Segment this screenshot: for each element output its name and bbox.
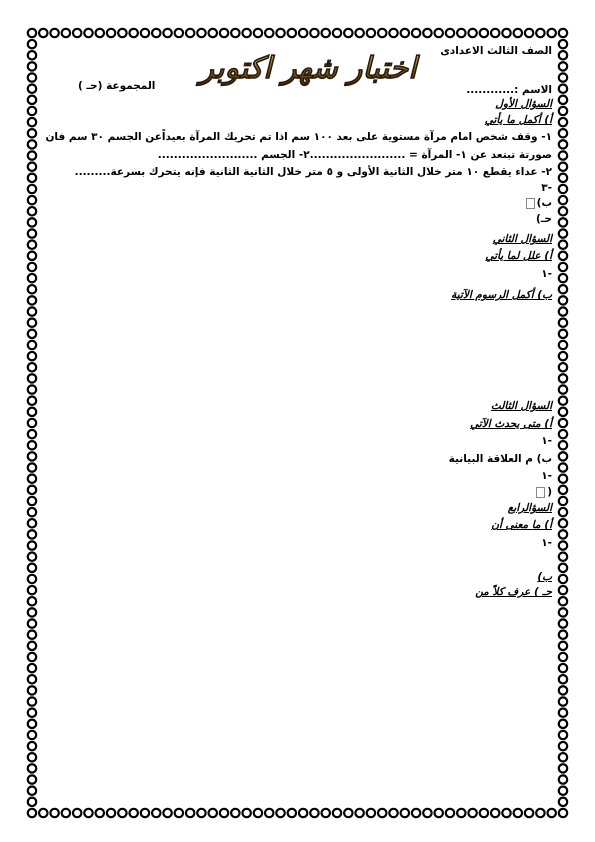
border-dot	[28, 753, 36, 761]
border-dot	[412, 29, 420, 37]
border-dot	[28, 709, 36, 717]
border-dot	[28, 809, 36, 817]
border-dot	[186, 809, 194, 817]
border-dot	[276, 29, 284, 37]
border-dot	[28, 40, 36, 48]
border-dot	[559, 174, 567, 182]
border-dot	[559, 697, 567, 705]
border-dot	[28, 475, 36, 483]
missing-glyph-box	[536, 487, 545, 498]
border-dot	[480, 809, 488, 817]
border-dot	[559, 241, 567, 249]
q4-part-a: أ) ما معنى أن	[491, 519, 552, 531]
border-dot	[175, 809, 183, 817]
border-dot	[378, 809, 386, 817]
border-dot	[28, 564, 36, 572]
border-dot	[559, 140, 567, 148]
border-dot	[468, 809, 476, 817]
q1-part-b	[524, 197, 552, 209]
border-dot	[355, 29, 363, 37]
border-dot	[28, 775, 36, 783]
border-dot	[28, 608, 36, 616]
border-dot	[28, 452, 36, 460]
border-dot	[423, 809, 431, 817]
border-dot	[276, 809, 284, 817]
border-dot	[559, 619, 567, 627]
border-dot	[242, 809, 250, 817]
border-dot	[559, 352, 567, 360]
border-dot	[502, 29, 510, 37]
border-dot	[457, 29, 465, 37]
border-dot	[28, 252, 36, 260]
border-dot	[559, 486, 567, 494]
border-dot	[197, 809, 205, 817]
border-dot	[141, 29, 149, 37]
border-dot	[491, 29, 499, 37]
border-dot	[559, 553, 567, 561]
border-dot	[28, 185, 36, 193]
border-dot	[28, 463, 36, 471]
border-dot	[559, 686, 567, 694]
border-dot	[525, 809, 533, 817]
border-dot	[559, 519, 567, 527]
border-dot	[559, 586, 567, 594]
border-dot	[559, 764, 567, 772]
border-dot	[28, 241, 36, 249]
grade-label: الصف الثالث الاعدادى	[440, 45, 552, 57]
border-dot	[559, 229, 567, 237]
border-dot	[28, 118, 36, 126]
border-dot	[28, 274, 36, 282]
border-dot	[559, 541, 567, 549]
border-dot	[536, 29, 544, 37]
border-dot	[559, 452, 567, 460]
border-dot	[559, 408, 567, 416]
border-dot	[28, 374, 36, 382]
border-dot	[96, 809, 104, 817]
border-dot	[514, 809, 522, 817]
q4-item1: -١	[541, 537, 552, 549]
q3-item2: -١	[541, 470, 552, 482]
border-dot	[84, 809, 92, 817]
border-dot	[559, 274, 567, 282]
border-dot	[559, 96, 567, 104]
border-dot	[378, 29, 386, 37]
border-dot	[28, 486, 36, 494]
border-dot	[559, 40, 567, 48]
border-dot	[559, 85, 567, 93]
border-dot	[28, 163, 36, 171]
border-dot	[28, 642, 36, 650]
border-dot	[559, 419, 567, 427]
border-dot	[559, 787, 567, 795]
border-dot	[231, 29, 239, 37]
border-dot	[197, 29, 205, 37]
border-dot	[559, 218, 567, 226]
border-dot	[254, 29, 262, 37]
border-dot	[559, 675, 567, 683]
border-dot	[333, 29, 341, 37]
q1-part-b-label: ب)	[536, 197, 552, 209]
q1-item2: ٢- عداء يقطع ١٠ متر خلال الثانية الأولى و ٥ متر خلال الثانية الثانية فإنه يتحرك بسرعة.........	[74, 166, 552, 178]
border-dot	[84, 29, 92, 37]
border-dot	[73, 809, 81, 817]
border-dot	[310, 29, 318, 37]
q3-part-c-label: (	[547, 486, 552, 498]
border-dot	[28, 497, 36, 505]
border-dot	[344, 29, 352, 37]
q3-part-c	[534, 486, 552, 498]
exam-title: اختبار شهر اكتوبر	[199, 51, 417, 86]
border-dot	[423, 29, 431, 37]
q4-part-c: حـ ) عرف كلاً من	[475, 586, 552, 598]
border-dot	[559, 397, 567, 405]
missing-glyph-box	[526, 198, 535, 209]
border-dot	[28, 85, 36, 93]
exam-title-wordart	[183, 50, 433, 88]
border-dot	[129, 809, 137, 817]
border-dot	[536, 809, 544, 817]
border-dot	[559, 374, 567, 382]
border-dot	[559, 73, 567, 81]
border-dot	[28, 174, 36, 182]
border-dot	[28, 296, 36, 304]
border-dot	[28, 330, 36, 338]
border-dot	[163, 809, 171, 817]
border-dot	[28, 631, 36, 639]
border-dot	[502, 809, 510, 817]
border-dot	[559, 330, 567, 338]
border-dot	[559, 151, 567, 159]
border-dot	[62, 29, 70, 37]
q2-title: السؤال الثاني	[492, 233, 552, 245]
q1-part-a: أ) أكمل ما يأتي	[484, 114, 552, 126]
border-dot	[412, 809, 420, 817]
border-dot	[209, 29, 217, 37]
border-dot	[559, 62, 567, 70]
border-dot	[559, 385, 567, 393]
border-dot	[28, 96, 36, 104]
border-dot	[28, 597, 36, 605]
border-dot	[28, 319, 36, 327]
border-dot	[491, 809, 499, 817]
border-dot	[265, 29, 273, 37]
border-dot	[457, 809, 465, 817]
border-dot	[163, 29, 171, 37]
q2-part-b: ب) أكمل الرسوم الآتية	[451, 289, 552, 301]
q1-item1-line1: ١- وقف شخص امام مرآة مستوية على بعد ١٠٠ سم اذا تم تحريك المرآة بعيداًعن الجسم ٣٠ سم فان	[45, 131, 552, 143]
border-dot	[559, 508, 567, 516]
border-dot	[28, 385, 36, 393]
border-dot	[355, 809, 363, 817]
q4-title: السؤالرابع	[507, 502, 552, 514]
border-dot	[401, 29, 409, 37]
q1-item1-line2: صورتة تبتعد عن ١- المرآة = ........................٢- الجسم .........................	[157, 149, 552, 161]
border-dot	[559, 753, 567, 761]
border-dot	[446, 809, 454, 817]
border-dot	[559, 163, 567, 171]
border-dot	[209, 809, 217, 817]
border-dot	[310, 809, 318, 817]
border-dot	[28, 798, 36, 806]
border-dot	[28, 107, 36, 115]
border-dot	[107, 809, 115, 817]
border-dot	[28, 218, 36, 226]
border-dot	[559, 664, 567, 672]
border-dot	[28, 686, 36, 694]
border-dot	[118, 809, 126, 817]
border-dot	[28, 575, 36, 583]
border-dot	[559, 564, 567, 572]
border-dot	[559, 307, 567, 315]
border-dot	[333, 809, 341, 817]
border-dot	[559, 51, 567, 59]
border-dot	[559, 475, 567, 483]
border-dot	[118, 29, 126, 37]
border-dot	[28, 430, 36, 438]
border-dot	[62, 809, 70, 817]
border-dot	[28, 51, 36, 59]
border-dot	[559, 196, 567, 204]
border-dot	[559, 341, 567, 349]
border-dot	[39, 29, 47, 37]
border-dot	[175, 29, 183, 37]
border-dot	[367, 809, 375, 817]
border-dot	[28, 731, 36, 739]
border-dot	[28, 742, 36, 750]
border-dot	[28, 586, 36, 594]
border-dot	[231, 809, 239, 817]
border-dot	[28, 229, 36, 237]
border-dot	[480, 29, 488, 37]
border-dot	[28, 196, 36, 204]
q1-title: السؤال الأول	[495, 98, 552, 110]
border-dot	[28, 408, 36, 416]
border-dot	[107, 29, 115, 37]
border-dot	[288, 809, 296, 817]
q3-part-a: أ) متى يحدث الآتي	[470, 418, 552, 430]
border-dot	[559, 29, 567, 37]
border-dot	[559, 798, 567, 806]
border-dot	[559, 363, 567, 371]
border-dot	[559, 642, 567, 650]
border-dot	[50, 809, 58, 817]
border-dot	[559, 720, 567, 728]
border-dot	[28, 419, 36, 427]
border-dot	[28, 553, 36, 561]
border-dot	[129, 29, 137, 37]
border-dot	[28, 697, 36, 705]
border-dot	[559, 530, 567, 538]
border-dot	[548, 809, 556, 817]
border-dot	[28, 307, 36, 315]
border-dot	[525, 29, 533, 37]
q2-item1: -١	[541, 268, 552, 280]
border-dot	[389, 29, 397, 37]
border-dot	[435, 809, 443, 817]
border-dot	[28, 285, 36, 293]
q4-part-b: ب)	[537, 571, 552, 583]
border-dot	[152, 29, 160, 37]
border-dot	[299, 809, 307, 817]
border-dot	[446, 29, 454, 37]
border-dot	[548, 29, 556, 37]
border-dot	[559, 430, 567, 438]
border-dot	[28, 62, 36, 70]
border-dot	[559, 107, 567, 115]
border-dot	[468, 29, 476, 37]
border-dot	[28, 787, 36, 795]
border-dot	[28, 363, 36, 371]
border-dot	[28, 352, 36, 360]
border-dot	[559, 597, 567, 605]
border-dot	[389, 809, 397, 817]
border-dot	[39, 809, 47, 817]
border-dot	[28, 508, 36, 516]
border-dot	[28, 151, 36, 159]
border-dot	[28, 519, 36, 527]
border-dot	[141, 809, 149, 817]
border-dot	[96, 29, 104, 37]
border-dot	[299, 29, 307, 37]
border-dot	[559, 731, 567, 739]
border-dot	[367, 29, 375, 37]
border-dot	[28, 720, 36, 728]
border-dot	[559, 207, 567, 215]
border-dot	[220, 29, 228, 37]
border-dot	[220, 809, 228, 817]
border-dot	[265, 809, 273, 817]
border-dot	[28, 530, 36, 538]
border-dot	[50, 29, 58, 37]
border-dot	[28, 397, 36, 405]
border-dot	[28, 341, 36, 349]
border-dot	[28, 29, 36, 37]
q3-item1: -١	[541, 435, 552, 447]
group-label: المجموعة (حـ )	[78, 80, 156, 92]
border-dot	[559, 631, 567, 639]
border-dot	[28, 664, 36, 672]
border-dot	[28, 207, 36, 215]
border-dot	[28, 73, 36, 81]
border-dot	[344, 809, 352, 817]
q2-part-a: أ) علل لما يأتي	[485, 250, 552, 262]
border-dot	[559, 775, 567, 783]
border-dot	[28, 129, 36, 137]
border-dot	[559, 441, 567, 449]
border-dot	[559, 709, 567, 717]
border-dot	[28, 441, 36, 449]
student-name-field: الاسم :............	[466, 84, 552, 96]
q1-part-c: حـ)	[536, 213, 552, 225]
border-dot	[559, 296, 567, 304]
border-dot	[559, 463, 567, 471]
border-dot	[559, 285, 567, 293]
border-dot	[401, 809, 409, 817]
q3-title: السؤال الثالث	[490, 400, 552, 412]
border-dot	[559, 118, 567, 126]
border-dot	[559, 653, 567, 661]
border-dot	[559, 263, 567, 271]
border-dot	[28, 541, 36, 549]
border-dot	[28, 653, 36, 661]
border-dot	[559, 608, 567, 616]
border-dot	[559, 742, 567, 750]
border-dot	[559, 252, 567, 260]
border-dot	[435, 29, 443, 37]
border-dot	[242, 29, 250, 37]
border-dot	[322, 29, 330, 37]
border-dot	[559, 185, 567, 193]
border-dot	[559, 809, 567, 817]
border-dot	[288, 29, 296, 37]
border-dot	[559, 129, 567, 137]
q1-item3: -٣	[541, 182, 552, 194]
border-dot	[28, 619, 36, 627]
border-dot	[73, 29, 81, 37]
border-dot	[559, 575, 567, 583]
border-dot	[28, 764, 36, 772]
border-dot	[514, 29, 522, 37]
border-dot	[28, 675, 36, 683]
border-dot	[186, 29, 194, 37]
border-dot	[322, 809, 330, 817]
border-dot	[28, 263, 36, 271]
border-dot	[559, 319, 567, 327]
q3-part-b: ب) م العلاقة البيانية	[448, 453, 552, 465]
border-dot	[254, 809, 262, 817]
border-dot	[152, 809, 160, 817]
border-dot	[559, 497, 567, 505]
border-dot	[28, 140, 36, 148]
